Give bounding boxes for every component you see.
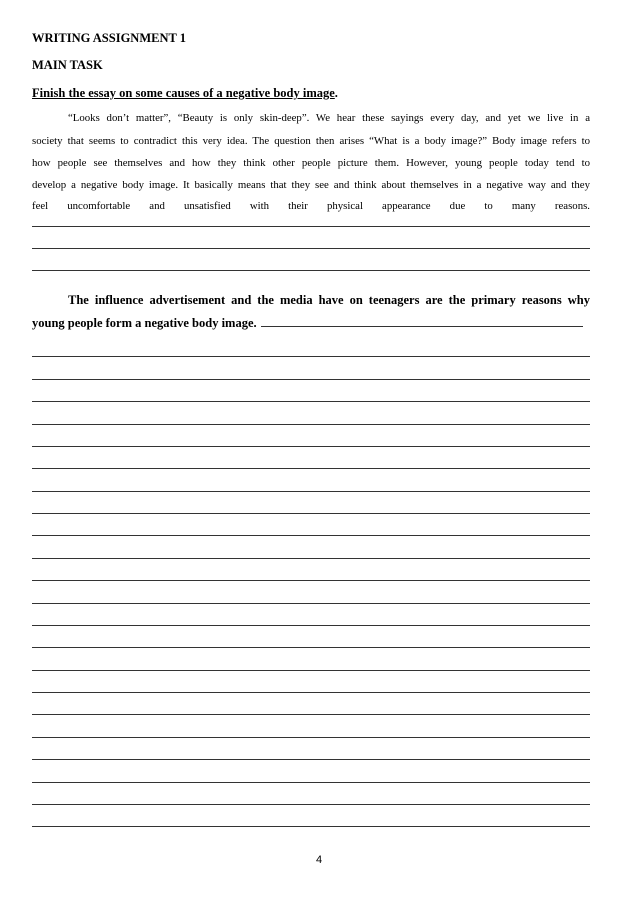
paragraph2-line-2 [32, 316, 590, 331]
writing-line[interactable] [32, 468, 590, 469]
inline-writing-line[interactable] [261, 318, 583, 327]
paragraph1-line-2: society that seems to contradict this very idea. The question then arises “What is a body image?” Body image refers to [32, 135, 590, 147]
writing-line[interactable] [32, 270, 590, 271]
writing-line[interactable] [32, 580, 590, 581]
writing-line[interactable] [32, 826, 590, 827]
paragraph1-line-4: develop a negative body image. It basically means that they see and think about themselves in a negative way and they [32, 179, 590, 191]
assignment-title: WRITING ASSIGNMENT 1 [32, 31, 186, 45]
writing-line[interactable] [32, 401, 590, 402]
paragraph1-line-5: feel uncomfortable and unsatisfied with their physical appearance due to many reasons. [32, 200, 590, 212]
page-number: 4 [315, 854, 323, 866]
task-instruction-period: . [334, 86, 338, 100]
writing-line[interactable] [32, 737, 590, 738]
writing-line[interactable] [32, 647, 590, 648]
writing-line[interactable] [32, 692, 590, 693]
writing-line[interactable] [32, 379, 590, 380]
writing-line[interactable] [32, 491, 590, 492]
main-task-heading: MAIN TASK [32, 58, 103, 72]
writing-line[interactable] [32, 603, 590, 604]
writing-line[interactable] [32, 226, 590, 227]
writing-line[interactable] [32, 535, 590, 536]
task-instruction-text: Finish the essay on some causes of a negative body image [32, 86, 335, 100]
writing-line[interactable] [32, 424, 590, 425]
task-instruction [32, 86, 338, 101]
paragraph1-line-3: how people see themselves and how they think other people picture them. However, young people today tend to [32, 157, 590, 169]
paragraph1-line-1: “Looks don’t matter”, “Beauty is only skin-deep”. We hear these sayings every day, and yet we live in a [68, 112, 590, 124]
paragraph2-line-2-text: young people form a negative body image. [32, 316, 257, 330]
writing-line[interactable] [32, 714, 590, 715]
writing-line[interactable] [32, 670, 590, 671]
writing-line[interactable] [32, 513, 590, 514]
writing-line[interactable] [32, 356, 590, 357]
writing-line[interactable] [32, 804, 590, 805]
writing-line[interactable] [32, 558, 590, 559]
writing-line[interactable] [32, 446, 590, 447]
writing-line[interactable] [32, 625, 590, 626]
paragraph2-line-1: The influence advertisement and the media have on teenagers are the primary reasons why [68, 293, 590, 307]
writing-line[interactable] [32, 759, 590, 760]
writing-line[interactable] [32, 782, 590, 783]
writing-line[interactable] [32, 248, 590, 249]
